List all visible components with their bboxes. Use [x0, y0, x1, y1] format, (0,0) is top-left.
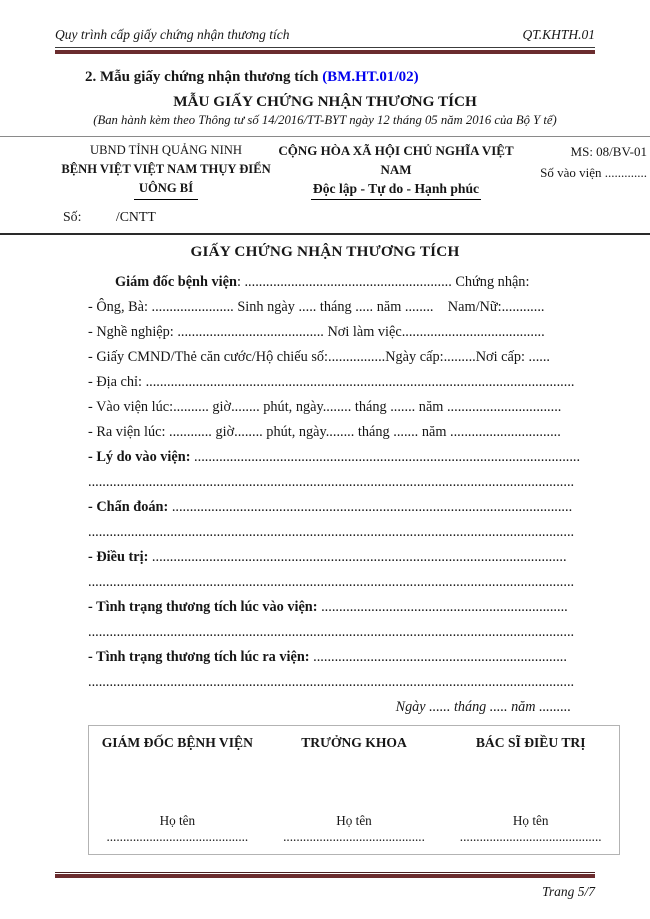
signature-column-treating-doctor	[442, 735, 619, 844]
form-line-label: Giám đốc bệnh viện	[115, 274, 237, 290]
signature-name-label: Họ tên	[512, 813, 549, 828]
signature-title: GIÁM ĐỐC BỆNH VIỆN	[101, 735, 253, 750]
form-line-injury-on-discharge: - Tình trạng thương tích lúc ra viện: .......................................................................	[88, 649, 567, 665]
letterhead-codes-block	[515, 141, 648, 226]
document-number-line: Số: /CNTT	[63, 209, 156, 224]
form-line-name: - Ông, Bà: ....................... Sinh ngày ..... tháng ..... năm ........ Nam/Nữ:............	[88, 299, 545, 315]
form-line-director	[88, 270, 595, 295]
signature-column-director	[89, 735, 266, 844]
form-line-text: : .......................................................... Chứng nhận:	[236, 274, 530, 290]
letterhead	[55, 141, 647, 226]
form-line-injury-on-admission: - Tình trạng thương tích lúc vào viện: .....................................................................	[88, 599, 568, 615]
signature-box	[88, 725, 620, 855]
section-heading	[85, 69, 595, 86]
signature-title: BÁC SĨ ĐIỀU TRỊ	[475, 735, 586, 750]
form-line-dots: ........................................................................................................................................	[88, 524, 575, 540]
ms-code: MS: 08/BV-01	[570, 144, 647, 159]
signature-title: TRƯỞNG KHOA	[301, 735, 407, 750]
footer-rule-maroon	[55, 874, 595, 878]
form-body	[55, 270, 595, 720]
form-line-occupation: - Nghề nghiệp: ......................................... Nơi làm việc........................................	[88, 324, 545, 340]
form-line-dots: ........................................................................................................................................	[88, 624, 575, 640]
admission-number-line: Số vào viện .............	[540, 165, 647, 180]
signature-name-label: Họ tên	[336, 813, 372, 828]
signature-dotted-line: ...........................................	[283, 829, 425, 844]
running-header	[55, 26, 595, 43]
running-header-code: QT.KHTH.01	[522, 27, 595, 42]
org-hospital-name: BỆNH VIỆT VIỆT NAM THỤY ĐIỂN	[61, 162, 271, 176]
national-motto-line1: CỘNG HÒA XÃ HỘI CHỦ NGHĨA VIỆT NAM	[278, 143, 514, 177]
form-code: (BM.HT.01/02)	[322, 69, 419, 85]
footer-rule-thin	[55, 872, 595, 873]
form-line-treatment: - Điều trị: ....................................................................................................................	[88, 549, 567, 565]
date-line: Ngày ...... tháng ..... năm .........	[395, 699, 571, 715]
form-line-id-number: - Giấy CMND/Thẻ căn cước/Hộ chiếu số:................Ngày cấp:.........Nơi cấp: ......	[88, 349, 550, 365]
section-heading-text: 2. Mẫu giấy chứng nhận thương tích	[85, 69, 323, 85]
form-heading: MẪU GIẤY CHỨNG NHẬN THƯƠNG TÍCH	[173, 93, 477, 110]
letterhead-bottom-rule	[0, 233, 650, 235]
form-line-address: - Địa chỉ: ........................................................................................................................	[88, 374, 575, 390]
certificate-title: GIẤY CHỨNG NHẬN THƯƠNG TÍCH	[190, 243, 460, 260]
form-line-admission-time: - Vào viện lúc:.......... giờ........ phút, ngày........ tháng ....... năm ................................	[88, 399, 562, 415]
signature-name-label: Họ tên	[159, 813, 196, 828]
org-hospital-city: UÔNG BÍ	[55, 179, 277, 200]
org-parent-name: UBND TỈNH QUẢNG NINH	[90, 143, 242, 157]
form-line-dots: ........................................................................................................................................	[88, 474, 575, 490]
form-subheading: (Ban hành kèm theo Thông tư số 14/2016/TT-BYT ngày 12 tháng 05 năm 2016 của Bộ Y tế)	[93, 113, 557, 127]
form-line-diagnosis: - Chẩn đoán: ................................................................................................................	[88, 499, 573, 515]
page-number: Trang 5/7	[542, 884, 595, 899]
header-rule-maroon	[55, 50, 595, 54]
signature-column-head-of-dept	[266, 735, 443, 844]
letterhead-national-block	[277, 141, 515, 226]
form-line-dots: ........................................................................................................................................	[88, 674, 575, 690]
signature-dotted-line: ...........................................	[459, 829, 602, 844]
footer-rules	[55, 872, 595, 878]
form-line-admission-reason: - Lý do vào viện: ............................................................................................................	[88, 449, 581, 465]
form-line-dots: ........................................................................................................................................	[88, 574, 575, 590]
signature-dotted-line: ...........................................	[106, 829, 249, 844]
header-rule-thin	[55, 47, 595, 48]
letterhead-org-block	[55, 141, 277, 226]
letterhead-top-rule	[0, 136, 650, 137]
running-header-title: Quy trình cấp giấy chứng nhận thương tích	[55, 27, 290, 42]
national-motto-line2: Độc lập - Tự do - Hạnh phúc	[277, 179, 515, 200]
form-line-discharge-time: - Ra viện lúc: ............ giờ........ phút, ngày........ tháng ....... năm ...............................	[88, 424, 561, 440]
